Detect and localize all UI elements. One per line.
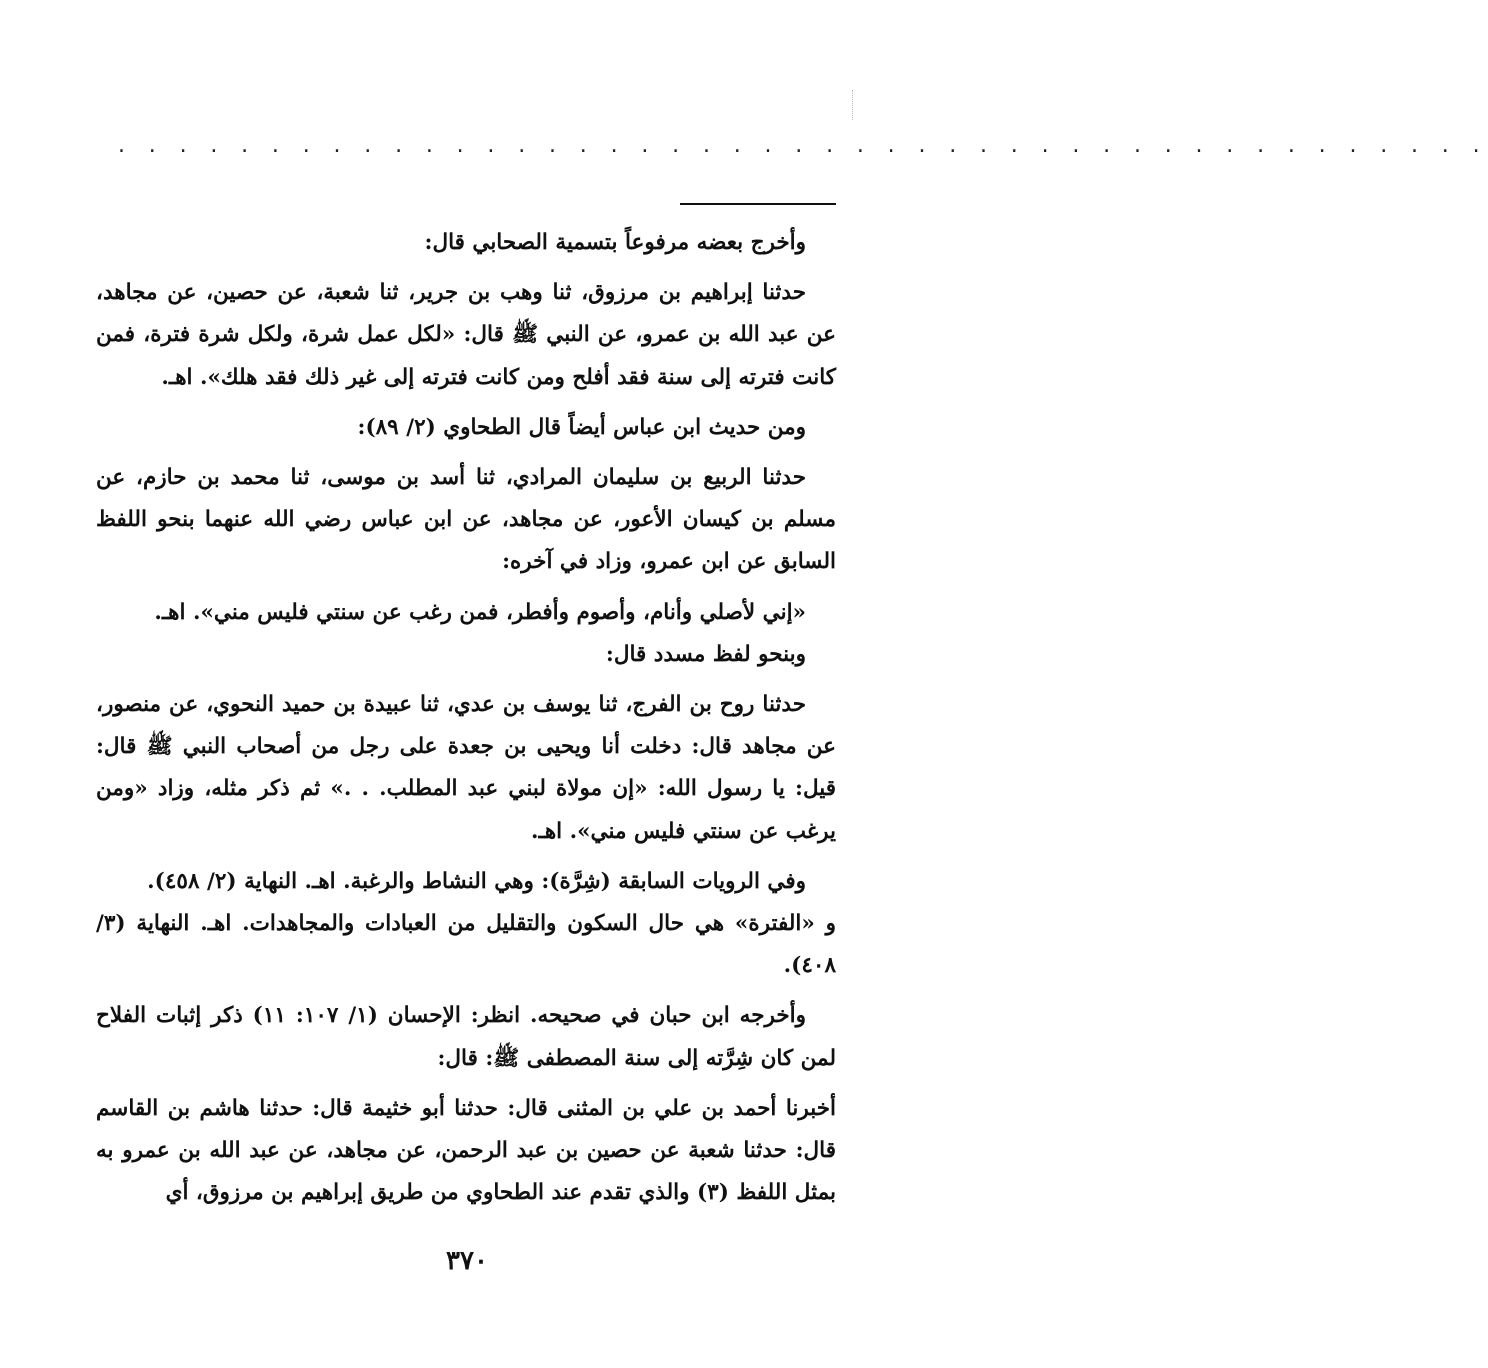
body-text (96, 222, 836, 1214)
page-number: ٣٧٠ (446, 1246, 488, 1276)
paragraph: وبنحو لفظ مسدد قال: (605, 641, 806, 667)
paragraph: حدثنا روح بن الفرج، ثنا يوسف بن عدي، ثنا عبيدة بن حميد النحوي، عن منصور، عن مجاهد قال: دخلت أنا ويحيى بن جعدة على رجل من أصحاب النبي ﷺ قال: قيل: يا رسول الله: «إن مولاة لبني عبد المطلب. . .» ثم ذكر مثله، وزاد «ومن يرغب عن سنتي فليس مني». اهـ. (96, 692, 836, 844)
paragraph: و «الفترة» هي حال السكون والتقليل من العبادات والمجاهدات. اهـ. النهاية (٣/ ٤٠٨). (96, 911, 836, 979)
paragraph: «إني لأصلي وأنام، وأصوم وأفطر، فمن رغب عن سنتي فليس مني». اهـ. (154, 599, 806, 625)
paragraph: وأخرج بعضه مرفوعاً بتسمية الصحابي قال: (424, 230, 806, 255)
paragraph: وأخرجه ابن حبان في صحيحه. انظر: الإحسان (١/ ١٠٧: ١١) ذكر إثبات الفلاح لمن كان شِرَّته إلى سنة المصطفى ﷺ: قال: (96, 1003, 836, 1071)
paragraph: حدثنا الربيع بن سليمان المرادي، ثنا أسد بن موسى، ثنا محمد بن حازم، عن مسلم بن كيسان الأعور، عن مجاهد، عن ابن عباس رضي الله عنهما بنحو اللفظ السابق عن ابن عمرو، وزاد في آخره: (96, 465, 836, 575)
margin-mark (852, 90, 856, 120)
paragraph: أخبرنا أحمد بن علي بن المثنى قال: حدثنا أبو خثيمة قال: حدثنا هاشم بن القاسم قال: حدثنا شعبة عن حصين بن عبد الرحمن، عن مجاهد، عن عبد الله بن عمرو به بمثل اللفظ (٣) والذي تقدم عند الطحاوي من طريق إبراهيم بن مرزوق، أي (96, 1095, 836, 1206)
paragraph: وفي الرويات السابقة (شِرَّة): وهي النشاط والرغبة. اهـ. النهاية (٢/ ٤٥٨). (147, 868, 806, 894)
header-rule (680, 203, 836, 205)
paragraph: حدثنا إبراهيم بن مرزوق، ثنا وهب بن جرير، ثنا شعبة، عن حصين، عن مجاهد، عن عبد الله بن عمرو، عن النبي ﷺ قال: «لكل عمل شرة، ولكل شرة فترة، فمن كانت فترته إلى سنة فقد أفلح ومن كانت فترته إلى غير ذلك فقد هلك». اهـ. (96, 280, 836, 390)
paragraph: ومن حديث ابن عباس أيضاً قال الطحاوي (٢/ ٨٩): (357, 414, 806, 440)
dotted-separator: . . . . . . . . . . . . . . . . . . . . . . . . . . . . . . . . . . . . . . . . . . . . . (118, 133, 1488, 158)
